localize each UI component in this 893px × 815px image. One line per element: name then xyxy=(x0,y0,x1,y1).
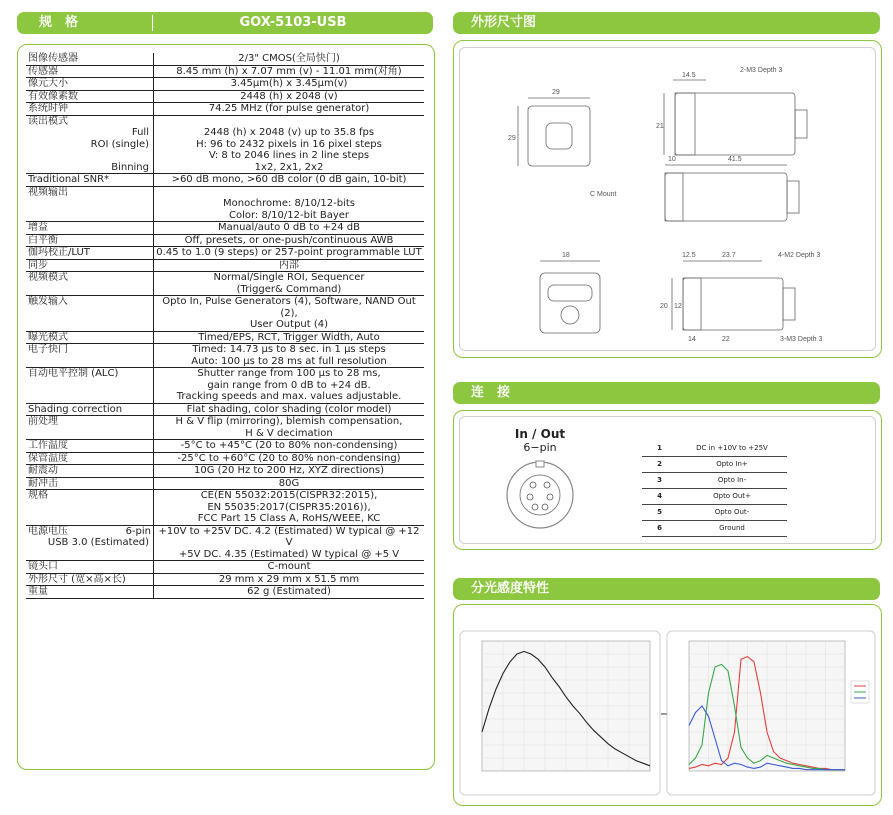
spec-key: 传感器 xyxy=(28,65,58,77)
spec-row xyxy=(26,65,424,78)
spec-row xyxy=(26,259,424,272)
spec-value-cell xyxy=(154,561,425,574)
spec-value-cell xyxy=(154,344,425,368)
chart-separator xyxy=(661,713,667,715)
dimension-drawing-frame xyxy=(459,47,876,351)
spec-key-cell xyxy=(26,103,154,116)
spec-value: Tracking speeds and max. values adjustable. xyxy=(176,391,402,402)
spectral-panel xyxy=(453,604,882,806)
dim-12: 12 xyxy=(674,303,682,310)
spec-key-cell xyxy=(26,296,154,332)
spec-row xyxy=(26,561,424,574)
spec-key-cell xyxy=(26,247,154,260)
spec-value: 2/3" CMOS(全局快门) xyxy=(238,53,340,64)
spec-key: 保管温度 xyxy=(28,452,68,464)
spec-key-cell xyxy=(26,368,154,404)
spec-value: Shutter range from 100 μs to 28 ms, xyxy=(197,368,381,379)
spec-value: Opto In, Pulse Generators (4), Software, NAND Out (2), xyxy=(162,296,416,319)
spec-value: Manual/auto 0 dB to +24 dB xyxy=(217,222,361,233)
spec-key: 规格 xyxy=(28,490,48,501)
pin-number: 5 xyxy=(657,508,662,516)
spec-key: 伽玛校正/LUT xyxy=(28,247,90,258)
spec-value: 3.45μm(h) x 3.45μm(v) xyxy=(230,78,348,89)
spec-row xyxy=(26,78,424,91)
spec-value-cell xyxy=(154,490,425,526)
spec-key-cell xyxy=(26,78,154,91)
spec-value-cell xyxy=(154,452,425,465)
spec-value-cell xyxy=(154,53,425,65)
spec-value: Normal/Single ROI, Sequencer xyxy=(213,272,365,283)
spec-subkey: ROI (single) xyxy=(90,138,149,150)
spec-value-cell xyxy=(154,440,425,453)
spec-value: Timed/EPS, RCT, Trigger Width, Auto xyxy=(198,331,380,343)
spec-key-cell xyxy=(26,344,154,368)
spec-key-cell xyxy=(26,490,154,526)
pin-number: 2 xyxy=(657,460,662,468)
spec-key-cell xyxy=(26,234,154,247)
spec-value-cell xyxy=(154,90,425,103)
spec-value: >60 dB mono, >60 dB color (0 dB gain, 10-bit) xyxy=(171,174,407,185)
spec-value-cell xyxy=(154,186,425,222)
spec-row xyxy=(26,477,424,490)
dim-3-m3: 3-M3 Depth 3 xyxy=(780,336,823,343)
dim-10: 10 xyxy=(668,156,676,163)
spec-row xyxy=(26,53,424,65)
dimension-drawing xyxy=(460,48,875,350)
spec-key-text: 电源电压 xyxy=(28,525,68,537)
spec-key-cell xyxy=(26,65,154,78)
spec-value-cell xyxy=(154,174,425,187)
spec-key xyxy=(28,526,151,538)
spec-value: Off, presets, or one-push/continuous AWB xyxy=(184,234,394,246)
spec-key-cell xyxy=(26,115,154,174)
spec-value: C-mount xyxy=(267,561,311,572)
pin-row xyxy=(642,441,787,457)
spec-value: Timed: 14.73 μs to 8 sec. in 1 μs steps xyxy=(192,344,386,355)
spec-key-cell xyxy=(26,331,154,344)
spec-value: 62 g (Estimated) xyxy=(247,586,331,597)
spec-value-cell xyxy=(154,331,425,344)
spec-row xyxy=(26,331,424,344)
spec-value: FCC Part 15 Class A, RoHS/WEEE, KC xyxy=(197,513,381,524)
spec-row xyxy=(26,234,424,247)
spec-value: -5°C to +45°C (20 to 80% non-condensing) xyxy=(180,440,398,451)
spec-row xyxy=(26,573,424,586)
connection-header-label: 连 接 xyxy=(471,385,511,400)
spec-value: V: 8 to 2046 lines in 2 line steps xyxy=(208,150,370,161)
spec-value: 2448 (h) x 2048 (v) xyxy=(240,90,338,102)
spectral-header xyxy=(453,578,880,600)
spec-value-cell xyxy=(154,222,425,235)
spec-value: Flat shading, color shading (color model) xyxy=(186,403,392,415)
spec-value: Color: 8/10/12-bit Bayer xyxy=(228,209,350,221)
spec-value: 80G xyxy=(278,477,300,489)
spec-key-cell xyxy=(26,403,154,416)
spectral-header-label: 分光感度特性 xyxy=(471,581,550,596)
spec-value-cell xyxy=(154,403,425,416)
dim-23-7: 23.7 xyxy=(722,252,736,259)
spec-value: Monochrome: 8/10/12-bits xyxy=(223,198,355,209)
spec-value: 内部 xyxy=(279,259,299,271)
spec-key: 耐震动 xyxy=(28,465,58,476)
spec-row xyxy=(26,272,424,296)
spec-value: 10G (20 Hz to 200 Hz, XYZ directions) xyxy=(194,465,384,476)
spec-key: 视频模式 xyxy=(28,272,68,283)
spec-value-cell xyxy=(154,573,425,586)
pin-table xyxy=(642,441,787,537)
pin-number: 3 xyxy=(657,476,662,484)
spec-value: +10V to +25V DC. 4.2 (Estimated) W typical @ +12 V xyxy=(158,525,420,548)
connector-diagram xyxy=(495,457,585,537)
spec-key-cell xyxy=(26,440,154,453)
spec-value-cell xyxy=(154,259,425,272)
spec-key: 同步 xyxy=(28,259,48,271)
spec-value: Auto: 100 μs to 28 ms at full resolution xyxy=(191,355,387,367)
dim-4-m2: 4-M2 Depth 3 xyxy=(778,252,821,259)
spec-value-cell xyxy=(154,272,425,296)
spec-key: 系统时钟 xyxy=(28,103,68,114)
spec-row xyxy=(26,247,424,260)
dim-21: 21 xyxy=(656,123,664,130)
spec-value: EN 55035:2017(CISPR35:2016)), xyxy=(207,501,371,513)
spec-value-cell xyxy=(154,525,425,561)
spec-value: 8.45 mm (h) x 7.07 mm (v) - 11.01 mm(对角) xyxy=(176,65,402,77)
spec-value: User Output (4) xyxy=(249,319,329,330)
pin-row xyxy=(642,489,787,505)
spec-value: 1x2, 2x1, 2x2 xyxy=(254,161,324,173)
pin-number: 1 xyxy=(657,444,662,452)
spec-key-cell xyxy=(26,452,154,465)
connection-header xyxy=(453,382,880,404)
spec-value: 2448 (h) x 2048 (v) up to 35.8 fps xyxy=(203,127,375,138)
spec-key-cell xyxy=(26,174,154,187)
spec-key-cell xyxy=(26,90,154,103)
pin-row xyxy=(642,505,787,521)
spec-value: +5V DC. 4.35 (Estimated) W typical @ +5 V xyxy=(178,548,400,560)
spec-row xyxy=(26,368,424,404)
spec-subkey: USB 3.0 (Estimated) xyxy=(47,537,149,548)
spec-row xyxy=(26,525,424,561)
spec-value-cell xyxy=(154,368,425,404)
spec-header-label: 规 格 xyxy=(39,15,79,30)
connector-panel xyxy=(453,410,882,550)
spec-key-cell xyxy=(26,416,154,440)
spec-key: 有效像素数 xyxy=(28,90,78,102)
spec-value-cell xyxy=(154,65,425,78)
spec-key: 读出模式 xyxy=(28,115,68,127)
spec-row xyxy=(26,103,424,116)
spec-row xyxy=(26,416,424,440)
spec-row xyxy=(26,222,424,235)
spec-value-cell xyxy=(154,465,425,478)
spec-value-cell xyxy=(154,103,425,116)
spec-subkey: 6-pin xyxy=(125,525,151,537)
spec-value: (Trigger& Command) xyxy=(236,283,342,295)
spec-value: 0.45 to 1.0 (9 steps) or 257-point programmable LUT xyxy=(156,247,422,258)
spec-key: 前处理 xyxy=(28,416,58,427)
spec-row xyxy=(26,586,424,599)
spec-key: 曝光模式 xyxy=(28,331,68,343)
spec-value: H: 96 to 2432 pixels in 16 pixel steps xyxy=(196,138,382,150)
pin-signal: Opto Out- xyxy=(714,508,750,516)
spec-key: 图像传感器 xyxy=(28,53,78,64)
spec-value-cell xyxy=(154,416,425,440)
spec-value: CE(EN 55032:2015(CISPR32:2015), xyxy=(200,490,378,501)
spec-key: 耐冲击 xyxy=(28,477,58,489)
dim-41-5: 41.5 xyxy=(728,156,742,163)
spec-key-cell xyxy=(26,561,154,574)
dimensions-header xyxy=(453,12,880,34)
spec-table xyxy=(26,53,424,599)
spec-key-cell xyxy=(26,525,154,561)
spec-key-cell xyxy=(26,186,154,222)
pin-row xyxy=(642,457,787,473)
spec-row xyxy=(26,403,424,416)
spec-key: 外形尺寸 (宽×高×长) xyxy=(28,573,126,585)
spec-key: 工作温度 xyxy=(28,440,68,451)
pin-signal: Opto Out+ xyxy=(713,492,751,500)
spec-value-cell xyxy=(154,115,425,174)
spec-key: 电子快门 xyxy=(28,344,68,355)
spec-value: 29 mm x 29 mm x 51.5 mm xyxy=(218,573,360,585)
spec-value xyxy=(156,187,422,199)
pin-number: 6 xyxy=(657,524,662,532)
spec-value: H & V decimation xyxy=(245,427,333,439)
connector-subtitle: 6−pin xyxy=(523,441,557,454)
spec-value: gain range from 0 dB to +24 dB. xyxy=(207,379,371,391)
spec-row xyxy=(26,90,424,103)
spec-row xyxy=(26,174,424,187)
spec-key-cell xyxy=(26,573,154,586)
spec-key: 自动电平控制 (ALC) xyxy=(28,368,119,379)
spec-key: 视频输出 xyxy=(28,186,68,198)
pin-signal: Opto In- xyxy=(717,476,747,484)
dim-12-5: 12.5 xyxy=(682,252,696,259)
dim-14: 14 xyxy=(688,336,696,343)
pin-row xyxy=(642,473,787,489)
spec-value-cell xyxy=(154,78,425,91)
pin-number: 4 xyxy=(657,492,662,500)
spec-key-cell xyxy=(26,465,154,478)
spec-header xyxy=(17,12,433,34)
spec-key-cell xyxy=(26,586,154,599)
spec-key-cell xyxy=(26,259,154,272)
spec-key: 重量 xyxy=(28,586,48,597)
dim-18: 18 xyxy=(562,252,570,259)
spec-row xyxy=(26,440,424,453)
spec-key: Traditional SNR* xyxy=(28,174,110,185)
spec-key: 增益 xyxy=(28,222,48,233)
spec-value xyxy=(156,116,422,128)
spec-value-cell xyxy=(154,247,425,260)
dimension-panel xyxy=(453,40,882,358)
spec-value: -25°C to +60°C (20 to 80% non-condensing) xyxy=(177,452,401,464)
spec-subkey: Full xyxy=(131,127,149,138)
pin-row xyxy=(642,521,787,537)
spec-subkey: Binning xyxy=(111,161,149,173)
pin-signal: Opto In+ xyxy=(716,460,748,468)
dim-20: 20 xyxy=(660,303,668,310)
spec-row xyxy=(26,465,424,478)
dim-29-v: 29 xyxy=(508,135,516,142)
spec-value-cell xyxy=(154,477,425,490)
spec-subkey xyxy=(28,150,151,162)
spec-value: H & V flip (mirroring), blemish compensation, xyxy=(175,416,403,427)
spec-key-cell xyxy=(26,477,154,490)
spec-value: 74.25 MHz (for pulse generator) xyxy=(208,103,370,114)
spectral-charts xyxy=(454,605,881,805)
dim-29: 29 xyxy=(552,89,560,96)
dim-2-m3: 2-M3 Depth 3 xyxy=(740,67,783,74)
spec-key: 镜头口 xyxy=(28,561,58,572)
dim-14-5: 14.5 xyxy=(682,72,696,79)
pin-signal: Ground xyxy=(719,524,745,532)
pin-signal: DC in +10V to +25V xyxy=(696,444,768,452)
model-name: GOX-5103-USB xyxy=(239,15,347,30)
spec-row xyxy=(26,452,424,465)
spec-row xyxy=(26,344,424,368)
spec-key-cell xyxy=(26,272,154,296)
dim-22: 22 xyxy=(722,336,730,343)
spec-panel xyxy=(17,44,435,770)
spec-row xyxy=(26,115,424,174)
spec-value-cell xyxy=(154,296,425,332)
spec-key-cell xyxy=(26,53,154,65)
spec-key: Shading correction xyxy=(28,403,123,415)
spec-key: 白平衡 xyxy=(28,234,58,246)
spec-key-cell xyxy=(26,222,154,235)
spec-row xyxy=(26,186,424,222)
connector-title: In / Out xyxy=(514,427,566,441)
spec-row xyxy=(26,296,424,332)
spec-key: 像元大小 xyxy=(28,78,68,89)
spec-row xyxy=(26,490,424,526)
dim-cmount: C Mount xyxy=(590,191,617,198)
connector-frame xyxy=(459,416,876,544)
spec-value-cell xyxy=(154,586,425,599)
dimensions-header-label: 外形尺寸图 xyxy=(471,15,537,30)
spec-key: 触发输入 xyxy=(28,296,68,307)
spec-value-cell xyxy=(154,234,425,247)
